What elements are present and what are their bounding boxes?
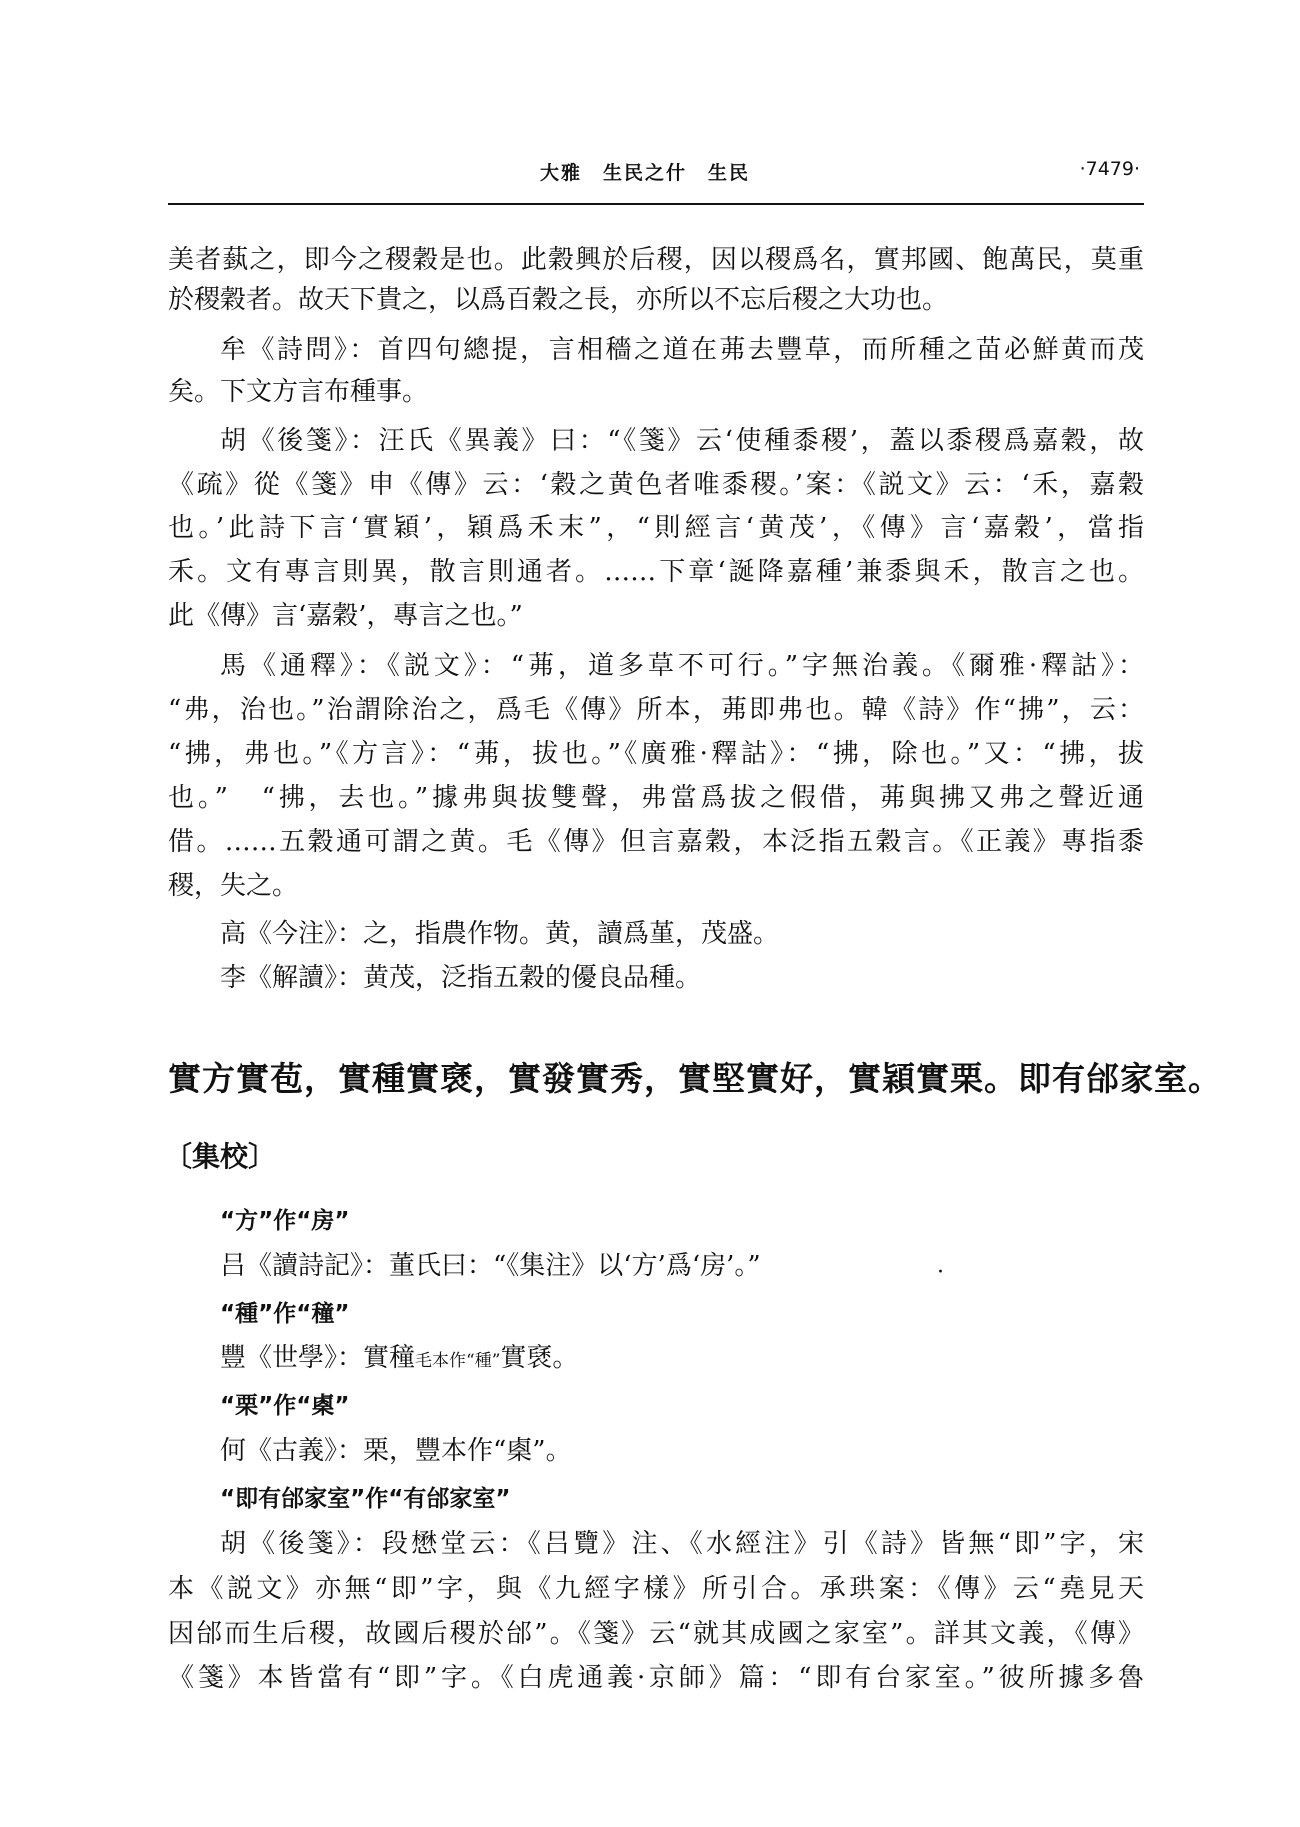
text-line: 本《説文》亦無“即”字，與《九經字樣》所引合。承珙案：《傳》云“堯見天	[168, 1574, 1144, 1604]
text-line: 馬《通釋》：《説文》：“茀，道多草不可行。”字無治義。《爾雅·釋詁》：	[220, 651, 1144, 681]
text-line: 美者蓺之，即今之稷穀是也。此穀興於后稷，因以稷爲名，實邦國、飽萬民，莫重	[168, 245, 1144, 275]
running-title: 大雅 生民之什 生民	[540, 162, 751, 184]
text-line: 《疏》從《箋》申《傳》云：‘穀之黄色者唯黍稷。’案：《説文》云：‘禾，嘉穀	[168, 470, 1144, 500]
header-rule	[168, 203, 1144, 205]
text-line: 李《解讀》：黄茂，泛指五穀的優良品種。	[220, 963, 702, 993]
text-line: 矣。下文方言布種事。	[168, 377, 429, 407]
text-line: 也。’此詩下言‘實穎’，穎爲禾末”，“則經言‘黄茂’，《傳》言‘嘉穀’，當指	[168, 513, 1144, 543]
text-line: 吕《讀詩記》：董氏曰：“《集注》以‘方’爲‘房’。”	[220, 1251, 761, 1281]
collation-heading: “即有邰家室”作“有邰家室”	[220, 1486, 511, 1512]
running-header	[170, 158, 1140, 188]
text-line: 於稷穀者。故天下貴之，以爲百穀之長，亦所以不忘后稷之大功也。	[168, 285, 949, 315]
text-line: “弗，治也。”治謂除治之，爲毛《傳》所本，茀即弗也。韓《詩》作“拂”，云：	[168, 695, 1144, 725]
entry-text: 實褎。	[500, 1343, 579, 1373]
collation-heading: “方”作“房”	[220, 1208, 350, 1234]
text-line: 何《古義》：栗，豐本作“㮚”。	[220, 1436, 572, 1466]
text-line: 牟《詩問》：首四句總提，言相穡之道在茀去豐草，而所種之苗必鮮黄而茂	[220, 335, 1144, 365]
inline-note: 毛本作“種”	[415, 1351, 501, 1371]
text-line: 也。” “拂，去也。”據弗與拔雙聲，弗當爲拔之假借，茀與拂又弗之聲近通	[168, 783, 1144, 813]
text-line: 此《傳》言‘嘉穀’，專言之也。”	[168, 601, 523, 631]
text-line: 高《今注》：之，指農作物。黄，讀爲堇，茂盛。	[220, 919, 780, 949]
collation-heading: “栗”作“㮚”	[220, 1393, 350, 1419]
text-line: “拂，弗也。”《方言》：“茀，拔也。”《廣雅·釋詁》：“拂，除也。”又：“拂，拔	[168, 739, 1144, 769]
text-line: 《箋》本皆當有“即”字。《白虎通義·京師》篇：“即有台家室。”彼所據多魯	[168, 1663, 1144, 1693]
verse-line: 實方實苞，實種實褎，實發實秀，實堅實好，實穎實栗。即有邰家室。	[168, 1059, 1222, 1098]
section-heading: 〔集校〕	[164, 1140, 277, 1173]
stray-dot: ·	[937, 1260, 944, 1285]
collation-heading: “種”作“穜”	[220, 1301, 350, 1327]
text-line	[220, 1342, 578, 1377]
entry-text: 豐《世學》：實穜	[220, 1343, 416, 1373]
text-line: 稷，失之。	[168, 871, 299, 901]
text-line: 因邰而生后稷，故國后稷於邰”。《箋》云“就其成國之家室”。詳其文義，《傳》	[168, 1619, 1144, 1649]
text-line: 借。……五穀通可謂之黄。毛《傳》但言嘉穀，本泛指五穀言。《正義》專指黍	[168, 827, 1144, 857]
text-line: 胡《後箋》：汪氏《異義》曰：“《箋》云‘使種黍稷’，蓋以黍稷爲嘉穀，故	[220, 426, 1144, 456]
text-line: 胡《後箋》：段懋堂云：《吕覽》注、《水經注》引《詩》皆無“即”字，宋	[220, 1529, 1144, 1559]
text-line: 禾。文有專言則異，散言則通者。……下章‘誕降嘉種’兼黍與禾，散言之也。	[168, 557, 1144, 587]
page-number: ·7479·	[1079, 158, 1140, 180]
